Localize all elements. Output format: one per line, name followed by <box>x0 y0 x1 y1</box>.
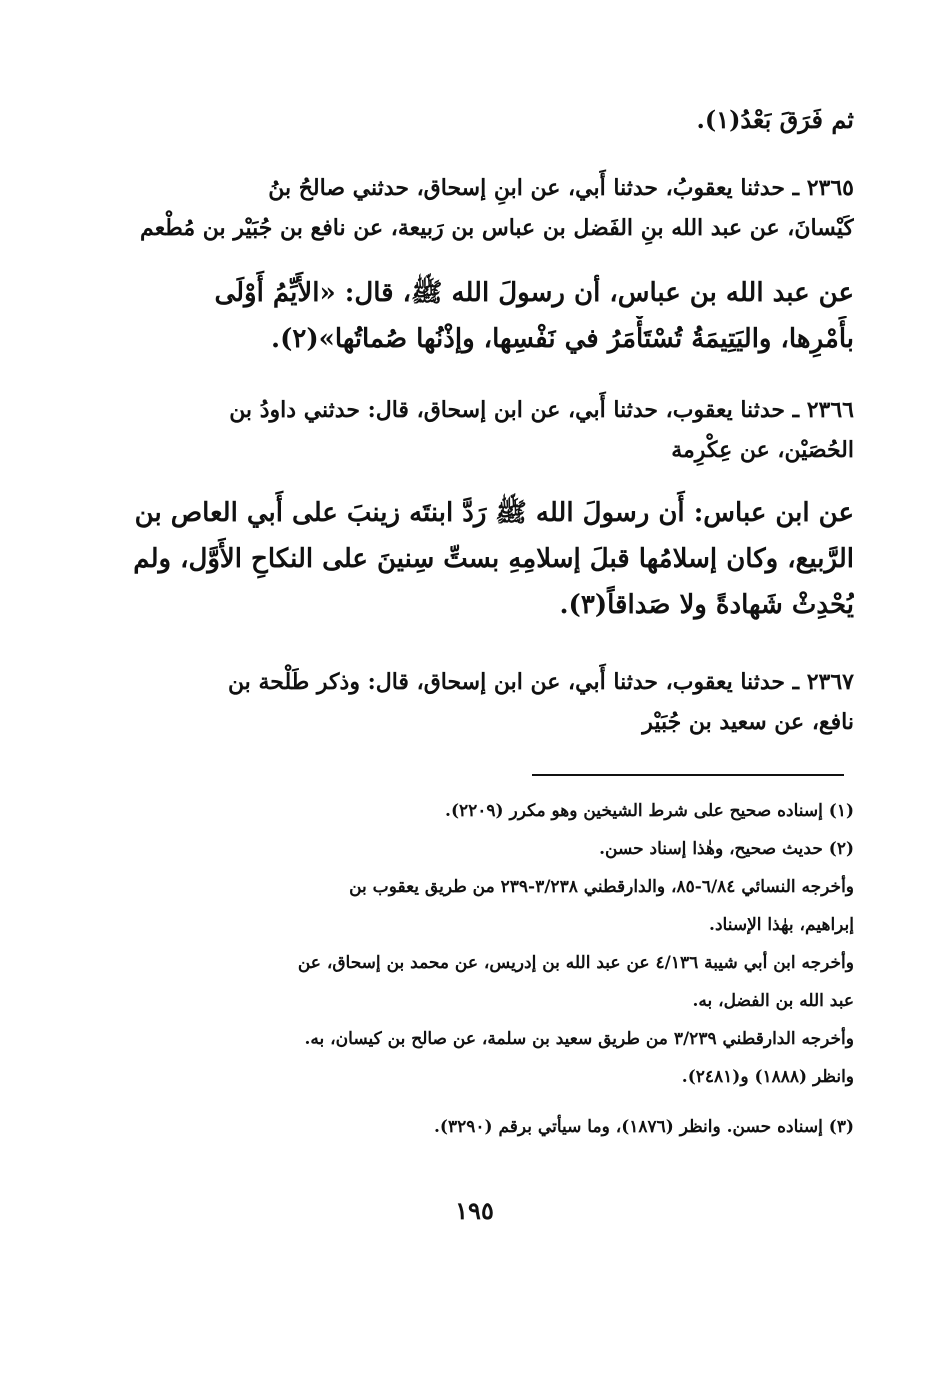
hadith-2366-matn <box>104 490 854 628</box>
footnote-gap <box>104 1096 854 1108</box>
text-line: ٢٣٦٥ ـ حدثنا يعقوبُ، حدثنا أَبي، عن ابنِ إسحاق، حدثني صالحُ بنُ <box>268 175 854 201</box>
text-line: نافع، عن سعيد بن جُبَيْر <box>642 709 854 735</box>
text-line: بأَمْرِها، واليَتِيمَةُ تُسْتَأْمَرُ في نَفْسِها، وإذْنُها صُماتُها»(٢). <box>271 324 854 354</box>
text-line: ثم فَرَقَ بَعْدُ(١). <box>696 105 854 134</box>
footnote-line: وأخرجه الدارقطني ٣/٢٣٩ من طريق سعيد بن سلمة، عن صالح بن كيسان، به. <box>304 1029 854 1049</box>
text-line: ٢٣٦٧ ـ حدثنا يعقوب، حدثنا أَبي، عن ابن إسحاق، قال: وذكر طَلْحة بن <box>227 669 854 695</box>
text-line: كَيْسانَ، عن عبد الله بنِ الفَضل بن عباس بن رَبيعة، عن نافع بن جُبَيْر بن مُطْعم <box>140 215 854 241</box>
footnote-line: وانظر (١٨٨٨) و(٢٤٨١). <box>681 1067 854 1087</box>
text-line: عن ابن عباس: أَن رسولَ الله ﷺ رَدَّ ابنتَه زينبَ على أَبي العاص بن <box>134 498 854 528</box>
footnote-line: (٢) حديث صحيح، وهٰذا إسناد حسن. <box>599 839 854 859</box>
text-line: الحُصَيْن، عن عِكْرِمة <box>671 437 854 463</box>
footnote-line: إبراهيم، بهٰذا الإسناد. <box>709 915 854 935</box>
footnote-1 <box>104 792 854 830</box>
text-line: ٢٣٦٦ ـ حدثنا يعقوب، حدثنا أَبي، عن ابن إسحاق، قال: حدثني داودُ بن <box>229 397 854 423</box>
footnote-line: (١) إسناده صحيح على شرط الشيخين وهو مكرر (٢٢٠٩). <box>445 801 854 821</box>
text-line: يُحْدِثْ شَهادةً ولا صَداقاً(٣). <box>559 590 854 620</box>
text-line: عن عبد الله بن عباس، أن رسولَ الله ﷺ، قال: «الأَيِّمُ أَوْلَى <box>214 278 854 308</box>
opening-line <box>104 98 854 142</box>
page-number: ١٩٥ <box>455 1196 494 1225</box>
hadith-2365-isnad <box>104 168 854 248</box>
hadith-2365-matn <box>104 270 854 362</box>
footnote-3 <box>104 1108 854 1146</box>
footnote-line: وأخرجه النسائي ٦/٨٤-٨٥، والدارقطني ٣/٢٣٨-٢٣٩ من طريق يعقوب بن <box>349 877 854 897</box>
footnote-2 <box>104 830 854 1096</box>
hadith-2366-isnad <box>104 390 854 470</box>
footnote-separator <box>532 774 844 776</box>
hadith-2367-isnad <box>104 662 854 742</box>
text-line: الرَّبيع، وكان إسلامُها قبلَ إسلامِهِ بستِّ سِنينَ على النكاحِ الأَوَّل، ولم <box>133 544 854 574</box>
footnotes <box>104 792 854 1146</box>
footnote-line: عبد الله بن الفضل، به. <box>692 991 854 1011</box>
footnote-line: (٣) إسناده حسن. وانظر (١٨٧٦)، وما سيأتي برقم (٣٢٩٠). <box>433 1117 854 1137</box>
footnote-line: وأخرجه ابن أبي شيبة ٤/١٣٦ عن عبد الله بن إدريس، عن محمد بن إسحاق، عن <box>297 953 854 973</box>
